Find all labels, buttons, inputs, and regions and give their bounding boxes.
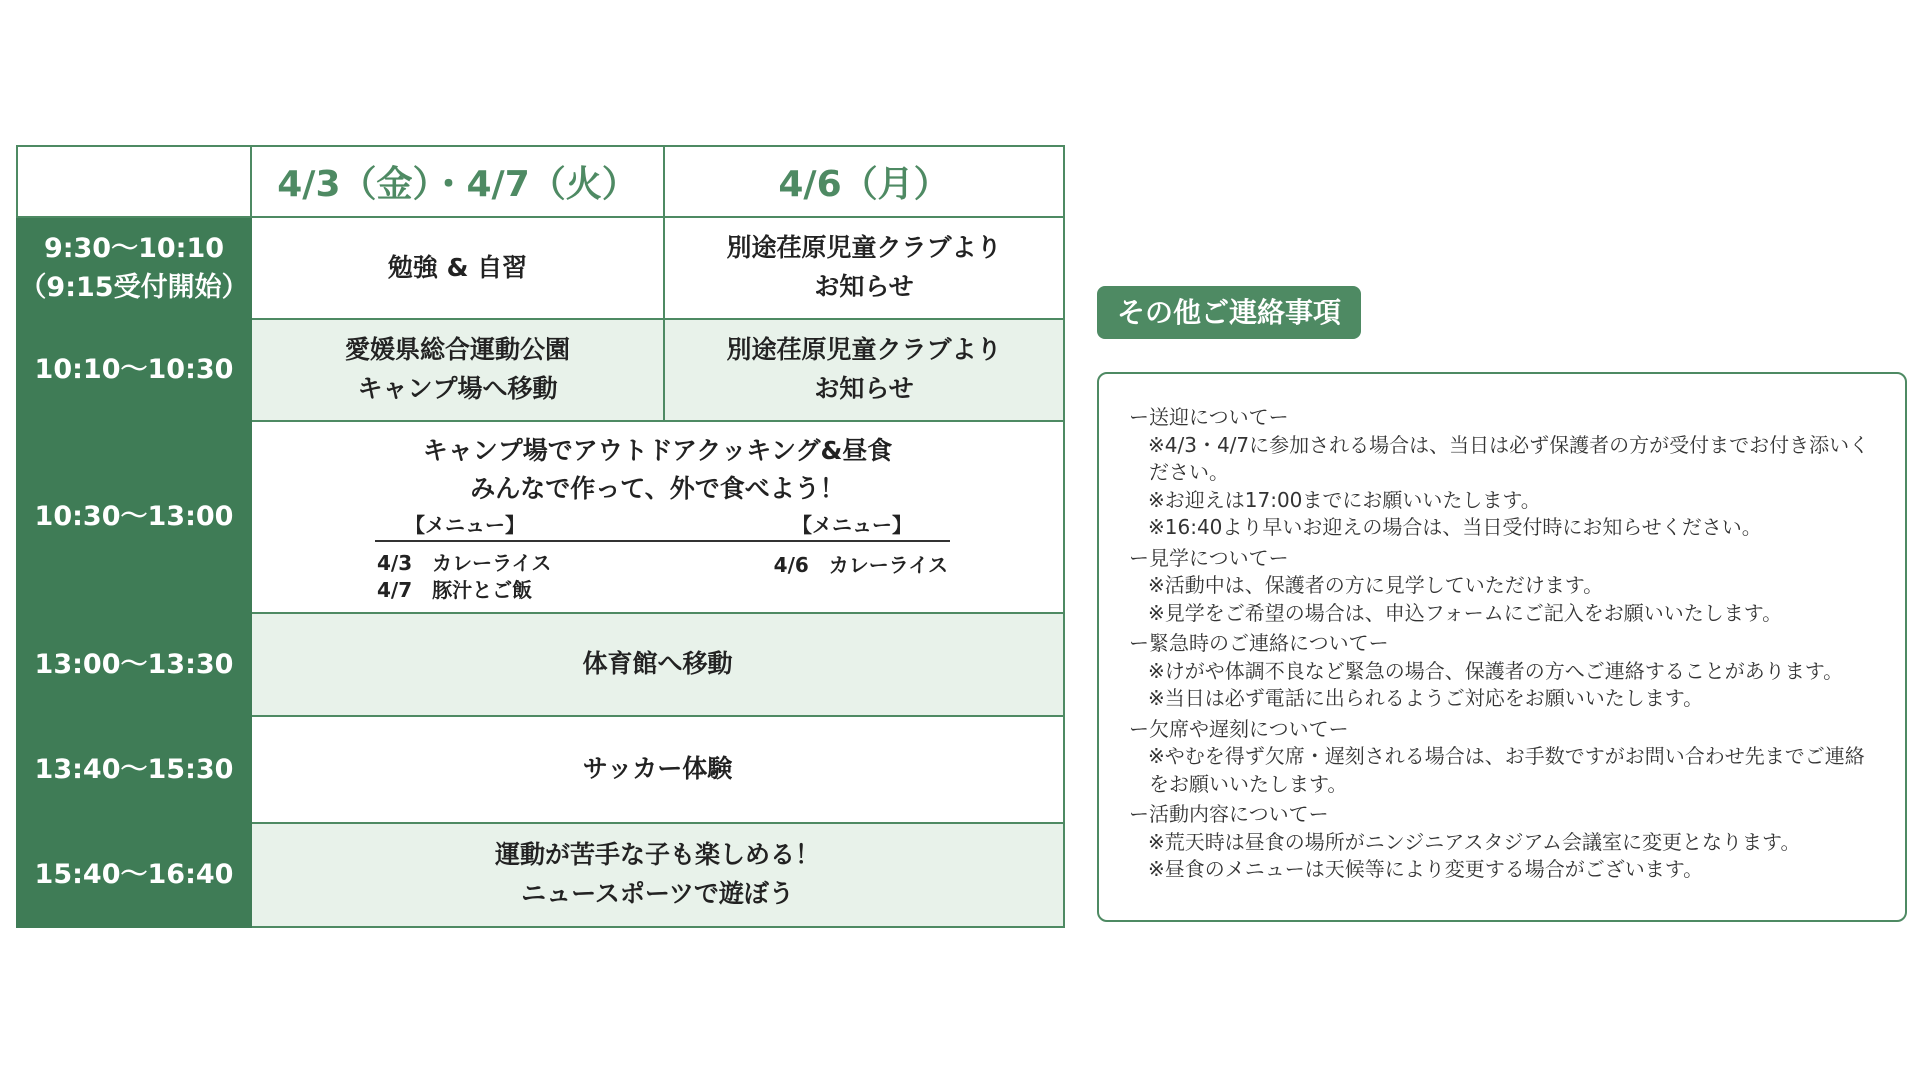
menu-item: 4/7 豚汁とご飯: [377, 578, 533, 602]
time-cell: [17, 421, 251, 613]
time-cell: [17, 319, 251, 421]
activity-text: 別途荏原児童クラブより: [726, 233, 1002, 263]
activity-cell: [251, 217, 664, 319]
menu-header-left: 【メニュー】: [405, 513, 525, 537]
notice-item: ※昼食のメニューは天候等により変更する場合がございます。: [1148, 857, 1704, 881]
table-row: [17, 716, 1064, 823]
activity-text: キャンプ場へ移動: [357, 374, 558, 403]
notice-item: ※お迎えは17:00までにお願いいたします。: [1148, 487, 1541, 512]
activity-cell: [664, 217, 1064, 319]
notice-item: ※当日は必ず電話に出られるようご対応をお願いいたします。: [1148, 686, 1704, 710]
time-cell: [17, 823, 251, 927]
activity-text: 別途荏原児童クラブより: [726, 335, 1002, 365]
time-cell: [17, 716, 251, 823]
notice-item: ※16:40より早いお迎えの場合は、当日受付時にお知らせください。: [1148, 515, 1762, 539]
activity-text: お知らせ: [814, 272, 914, 301]
time-label: 9:30〜10:10: [43, 232, 225, 264]
activity-cell-merged: [251, 823, 1064, 927]
notice-item: ※荒天時は昼食の場所がニンジニアスタジアム会議室に変更となります。: [1148, 829, 1801, 854]
notice-section-observation: [1129, 545, 1881, 628]
menu-list-right: [774, 550, 948, 581]
table-row: [17, 613, 1064, 716]
notice-section-activities: [1129, 801, 1881, 884]
time-cell: [17, 217, 251, 319]
activity-text: 運動が苦手な子も楽しめる！: [494, 840, 820, 870]
menu-list-left: [377, 550, 551, 604]
notice-section-pickup: [1129, 404, 1881, 542]
notice-section-emergency: [1129, 630, 1881, 713]
activity-text: 勉強 & 自習: [387, 252, 528, 282]
time-label: 10:30〜13:00: [34, 501, 234, 533]
notice-item: ※けがや体調不良など緊急の場合、保護者の方へご連絡することがあります。: [1148, 658, 1844, 683]
notice-item: ※活動中は、保護者の方に見学していただけます。: [1148, 573, 1604, 597]
header-corner: [17, 146, 251, 217]
activity-cell: [664, 319, 1064, 421]
menu-item: 4/3 カレーライス: [377, 551, 552, 575]
notice-title: その他ご連絡事項: [1097, 286, 1361, 339]
menu-block: [375, 510, 950, 604]
time-cell: [17, 613, 251, 716]
notice-box: [1097, 372, 1907, 922]
time-label: 15:40〜16:40: [34, 859, 234, 891]
notice-section-absence: [1129, 716, 1881, 799]
activity-text: 愛媛県総合運動公園: [344, 335, 570, 365]
notice-section-heading: ー欠席や遅刻についてー: [1129, 716, 1349, 741]
activity-text: キャンプ場でアウトドアクッキング&昼食: [422, 436, 893, 465]
time-label: 13:00〜13:30: [34, 648, 234, 680]
activity-text: ニュースポーツで遊ぼう: [521, 879, 794, 908]
notice-section-heading: ー見学についてー: [1129, 545, 1289, 570]
activity-cell: [251, 319, 664, 421]
menu-item: 4/6 カレーライス: [773, 553, 948, 577]
menu-headers: [375, 510, 950, 542]
notice-section-heading: ー活動内容についてー: [1129, 802, 1329, 826]
time-label: 13:40〜15:30: [34, 753, 234, 785]
activity-text: お知らせ: [814, 374, 914, 403]
notice-item: ※見学をご希望の場合は、申込フォームにご記入をお願いいたします。: [1148, 600, 1783, 625]
activity-cell-merged: [251, 421, 1064, 613]
activity-cell-merged: [251, 613, 1064, 716]
header-date-group-2: 4/6（月）: [664, 146, 1064, 217]
schedule-table: [16, 145, 1065, 928]
notice-section-heading: ー緊急時のご連絡についてー: [1129, 631, 1389, 655]
activity-text: 体育館へ移動: [582, 649, 733, 679]
table-row: [17, 421, 1064, 613]
notice-section-heading: ー送迎についてー: [1129, 405, 1289, 429]
table-header-row: [17, 146, 1064, 217]
table-row: [17, 319, 1064, 421]
notice-item: ※4/3・4/7に参加される場合は、当日は必ず保護者の方が受付までお付き添いください。: [1148, 432, 1870, 484]
time-note: （9:15受付開始）: [19, 272, 249, 303]
activity-cell-merged: [251, 716, 1064, 823]
header-date-group-1: 4/3（金）・4/7（火）: [251, 146, 664, 217]
time-label: 10:10〜10:30: [34, 354, 234, 386]
activity-text: みんなで作って、外で食べよう！: [470, 473, 845, 503]
notice-item: ※やむを得ず欠席・遅刻される場合は、お手数ですがお問い合わせ先までご連絡をお願いいたします。: [1148, 744, 1865, 796]
table-row: [17, 217, 1064, 319]
table-row: [17, 823, 1064, 927]
activity-text: サッカー体験: [582, 754, 733, 784]
menu-header-right: 【メニュー】: [792, 513, 912, 537]
